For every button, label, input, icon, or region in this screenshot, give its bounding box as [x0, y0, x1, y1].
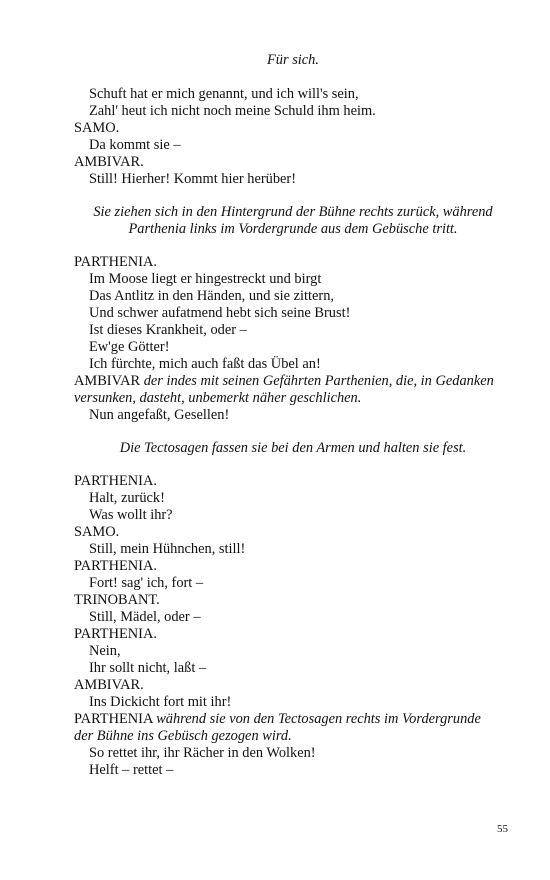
- speaker-line: [74, 373, 512, 390]
- verse-line: Zahl' heut ich nicht noch meine Schuld ihm heim.: [89, 103, 376, 119]
- stage-direction: versunken, dasteht, unbemerkt näher geschlichen.: [74, 390, 362, 406]
- verse-line: Ihr sollt nicht, laßt –: [89, 660, 207, 676]
- speaker-name: AMBIVAR.: [74, 677, 144, 693]
- stage-direction: Parthenia links im Vordergrunde aus dem Gebüsche tritt.: [128, 221, 458, 237]
- speaker-name: SAMO.: [74, 524, 120, 540]
- verse-line: Halt, zurück!: [89, 490, 165, 506]
- verse-line: Nun angefaßt, Gesellen!: [89, 407, 230, 423]
- speaker-name: PARTHENIA: [74, 711, 153, 727]
- verse-line: Ew'ge Götter!: [89, 339, 170, 355]
- stage-direction: Die Tectosagen fassen sie bei den Armen und halten sie fest.: [119, 440, 467, 456]
- stage-direction: der indes mit seinen Gefährten Parthenien, die, in Gedanken: [143, 373, 494, 389]
- verse-line: Nein,: [89, 643, 121, 659]
- verse-line: Ich fürchte, mich auch faßt das Übel an!: [89, 356, 321, 372]
- speaker-name: PARTHENIA.: [74, 626, 157, 642]
- verse-line: Fort! sag' ich, fort –: [89, 575, 204, 591]
- speaker-name: SAMO.: [74, 120, 120, 136]
- speaker-name: PARTHENIA.: [74, 558, 157, 574]
- speaker-name: TRINOBANT.: [74, 592, 160, 608]
- verse-line: Still, Mädel, oder –: [89, 609, 201, 625]
- verse-line: Ist dieses Krankheit, oder –: [89, 322, 247, 338]
- stage-direction: während sie von den Tectosagen rechts im Vordergrunde: [156, 711, 481, 727]
- verse-line: So rettet ihr, ihr Rächer in den Wolken!: [89, 745, 316, 761]
- speaker-name: AMBIVAR: [74, 373, 141, 389]
- stage-direction: Für sich.: [267, 52, 319, 68]
- verse-line: Schuft hat er mich genannt, und ich will's sein,: [89, 86, 359, 102]
- verse-line: Still! Hierher! Kommt hier herüber!: [89, 171, 296, 187]
- page-number: 55: [497, 823, 508, 835]
- verse-line: Ins Dickicht fort mit ihr!: [89, 694, 232, 710]
- verse-line: Und schwer aufatmend hebt sich seine Brust!: [89, 305, 351, 321]
- verse-line: Was wollt ihr?: [89, 507, 173, 523]
- verse-line: Da kommt sie –: [89, 137, 181, 153]
- speaker-name: PARTHENIA.: [74, 473, 157, 489]
- speaker-name: AMBIVAR.: [74, 154, 144, 170]
- stage-direction: Sie ziehen sich in den Hintergrund der Bühne rechts zurück, während: [93, 204, 493, 220]
- speaker-line: [74, 711, 512, 728]
- verse-line: Im Moose liegt er hingestreckt und birgt: [89, 271, 322, 287]
- verse-line: Das Antlitz in den Händen, und sie zittern,: [89, 288, 334, 304]
- verse-line: Still, mein Hühnchen, still!: [89, 541, 246, 557]
- stage-direction: der Bühne ins Gebüsch gezogen wird.: [74, 728, 292, 744]
- verse-line: Helft – rettet –: [89, 762, 174, 778]
- speaker-name: PARTHENIA.: [74, 254, 157, 270]
